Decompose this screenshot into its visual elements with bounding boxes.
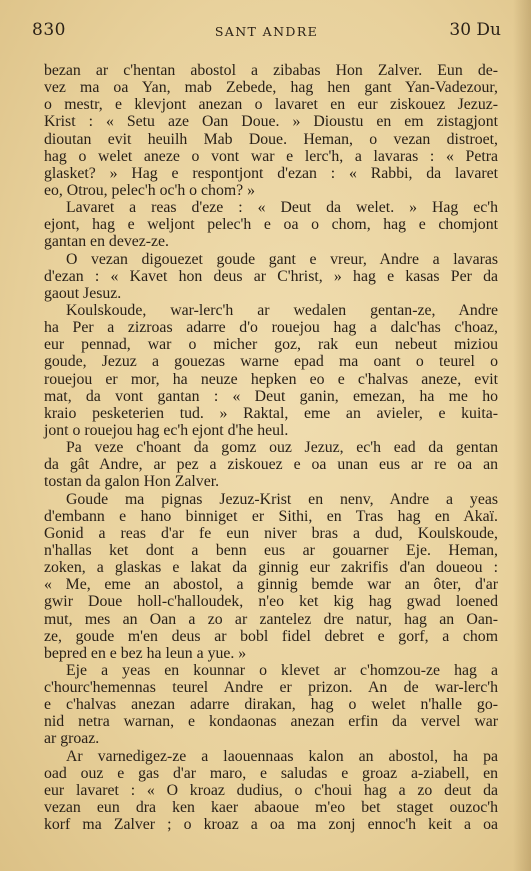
body-text xyxy=(44,62,498,833)
text-line: rouejou er mor, ha neuze hepken eo e c'halvas aneze, evit xyxy=(44,370,498,388)
text-line: Eje a yeas en kounnar o klevet ar c'homzou-ze hag a xyxy=(66,661,498,679)
text-line: Goude ma pignas Jezuz-Krist en nenv, Andre a yeas xyxy=(66,490,498,508)
text-line: bezan ar c'hentan abostol a zibabas Hon Zalver. Eun de- xyxy=(44,62,498,79)
text-line: mat, da vont gantan : « Deut ganin, emezan, ha me ho xyxy=(44,387,498,405)
text-line: eur pennad, war o micher goz, rak eun nebeut miziou xyxy=(44,336,498,354)
text-line: Ar varnedigez-ze a laouennaas kalon an abostol, ha pa xyxy=(66,747,498,765)
text-line: d'embann e hano binniget er Sithi, en Tras hag en Akaï. xyxy=(44,507,498,525)
text-line: Koulskoude, war-lerc'h ar wedalen gentan-ze, Andre xyxy=(66,301,498,319)
text-line: gantan en devez-ze. xyxy=(44,233,169,251)
text-line: vezan eun dra ken kaer abaoue m'eo bet staget ouzoc'h xyxy=(44,799,498,817)
text-line: ze, goude m'en deus ar bobl fidel debret e gorf, a chom xyxy=(44,627,498,645)
text-line: ejont, hag e weljont pelec'h e oa o chom, hag e chomjont xyxy=(44,216,498,234)
text-line: n'hallas ket dont a benn eus ar gouarner Eje. Heman, xyxy=(44,541,498,559)
text-line: gaout Jesuz. xyxy=(44,284,122,302)
text-line: bepred en e bez ha leun a yue. » xyxy=(44,644,247,662)
text-line: d'ezan : « Kavet hon deus ar C'hrist, » hag e kasas Per da xyxy=(44,267,498,285)
text-line: mut, mes an Oan a zo ar zantelez dre natur, hag an Oan- xyxy=(44,610,498,628)
text-line: oad ouz e gas d'ar maro, e saludas e groaz a-ziabell, en xyxy=(44,764,498,782)
page-number: 830 xyxy=(32,20,66,40)
text-line: zoken, a glaskas e lakat da ginnig eur zakrifis d'an doueou : xyxy=(44,559,498,577)
header-right-text: 30 Du xyxy=(449,20,501,40)
page-gutter-shadow xyxy=(513,0,531,871)
text-line: Gonid a reas d'ar fe eun niver bras a dud, Koulskoude, xyxy=(44,524,498,542)
text-line: gwir Doue holl-c'halloudek, n'eo ket kig hag gwad loened xyxy=(44,593,498,611)
page-header xyxy=(32,20,501,42)
text-line: c'hourc'hemennas teurel Andre er prizon. An de war-lerc'h xyxy=(44,679,498,697)
text-line: eur lavaret : « O kroaz dudius, o c'houi hag a zo deut da xyxy=(44,781,498,799)
text-line: eo, Otrou, pelec'h oc'h o chom? » xyxy=(44,181,255,199)
text-line: nid netra warnan, e kondaonas anezan erfin da vervel war xyxy=(44,713,498,731)
text-line: Lavaret a reas d'eze : « Deut da welet. » Hag ec'h xyxy=(66,199,498,217)
text-line: korf ma Zalver ; o kroaz a oa ma zonj ennoc'h keit a oa xyxy=(44,816,498,834)
text-line: glasket? » Hag e respontjont d'ezan : « Rabbi, da lavaret xyxy=(44,164,498,182)
text-line: dioutan evit heuilh Mab Doue. Heman, o vezan distroet, xyxy=(44,130,498,148)
text-line: Pa veze c'hoant da gomz ouz Jezuz, ec'h ead da gentan xyxy=(66,439,498,457)
text-line: ar groaz. xyxy=(44,730,100,748)
text-line: kraio pesketerien tud. » Raktal, eme an avieler, e kuita- xyxy=(44,404,498,422)
text-line: goude, Jezuz a gouezas warne epad ma oant o teurel o xyxy=(44,353,498,371)
text-line: Krist : « Setu aze Oan Doue. » Dioustu en em zistagjont xyxy=(44,113,498,131)
text-line: hag o welet aneze o vont war e lerc'h, a lavaras : « Petra xyxy=(44,147,498,165)
text-line: jont o rouejou hag ec'h ejont d'he heul. xyxy=(44,421,289,439)
text-line: ha Per a zizroas adarre d'o rouejou hag a dalc'has c'hoaz, xyxy=(44,319,498,337)
text-line: da gât Andre, ar pez a ziskouez e oa unan eus ar re oa an xyxy=(44,456,498,474)
text-line: vez ma oa Yan, mab Zebede, hag hen gant Yan-Vadezour, xyxy=(44,79,498,97)
text-line: o mestr, e klevjont anezan o lavaret en eur ziskouez Jezuz- xyxy=(44,96,498,114)
text-line: e c'halvas anezan adarre dirakan, hag o welet n'halle go- xyxy=(44,696,498,714)
running-title: SANT ANDRE xyxy=(214,24,319,39)
text-line: « Me, eme an abostol, a ginnig bemde war an ôter, d'ar xyxy=(44,576,498,594)
text-line: tostan da galon Hon Zalver. xyxy=(44,473,220,491)
text-line: O vezan digouezet goude gant e vreur, Andre a lavaras xyxy=(66,250,498,268)
